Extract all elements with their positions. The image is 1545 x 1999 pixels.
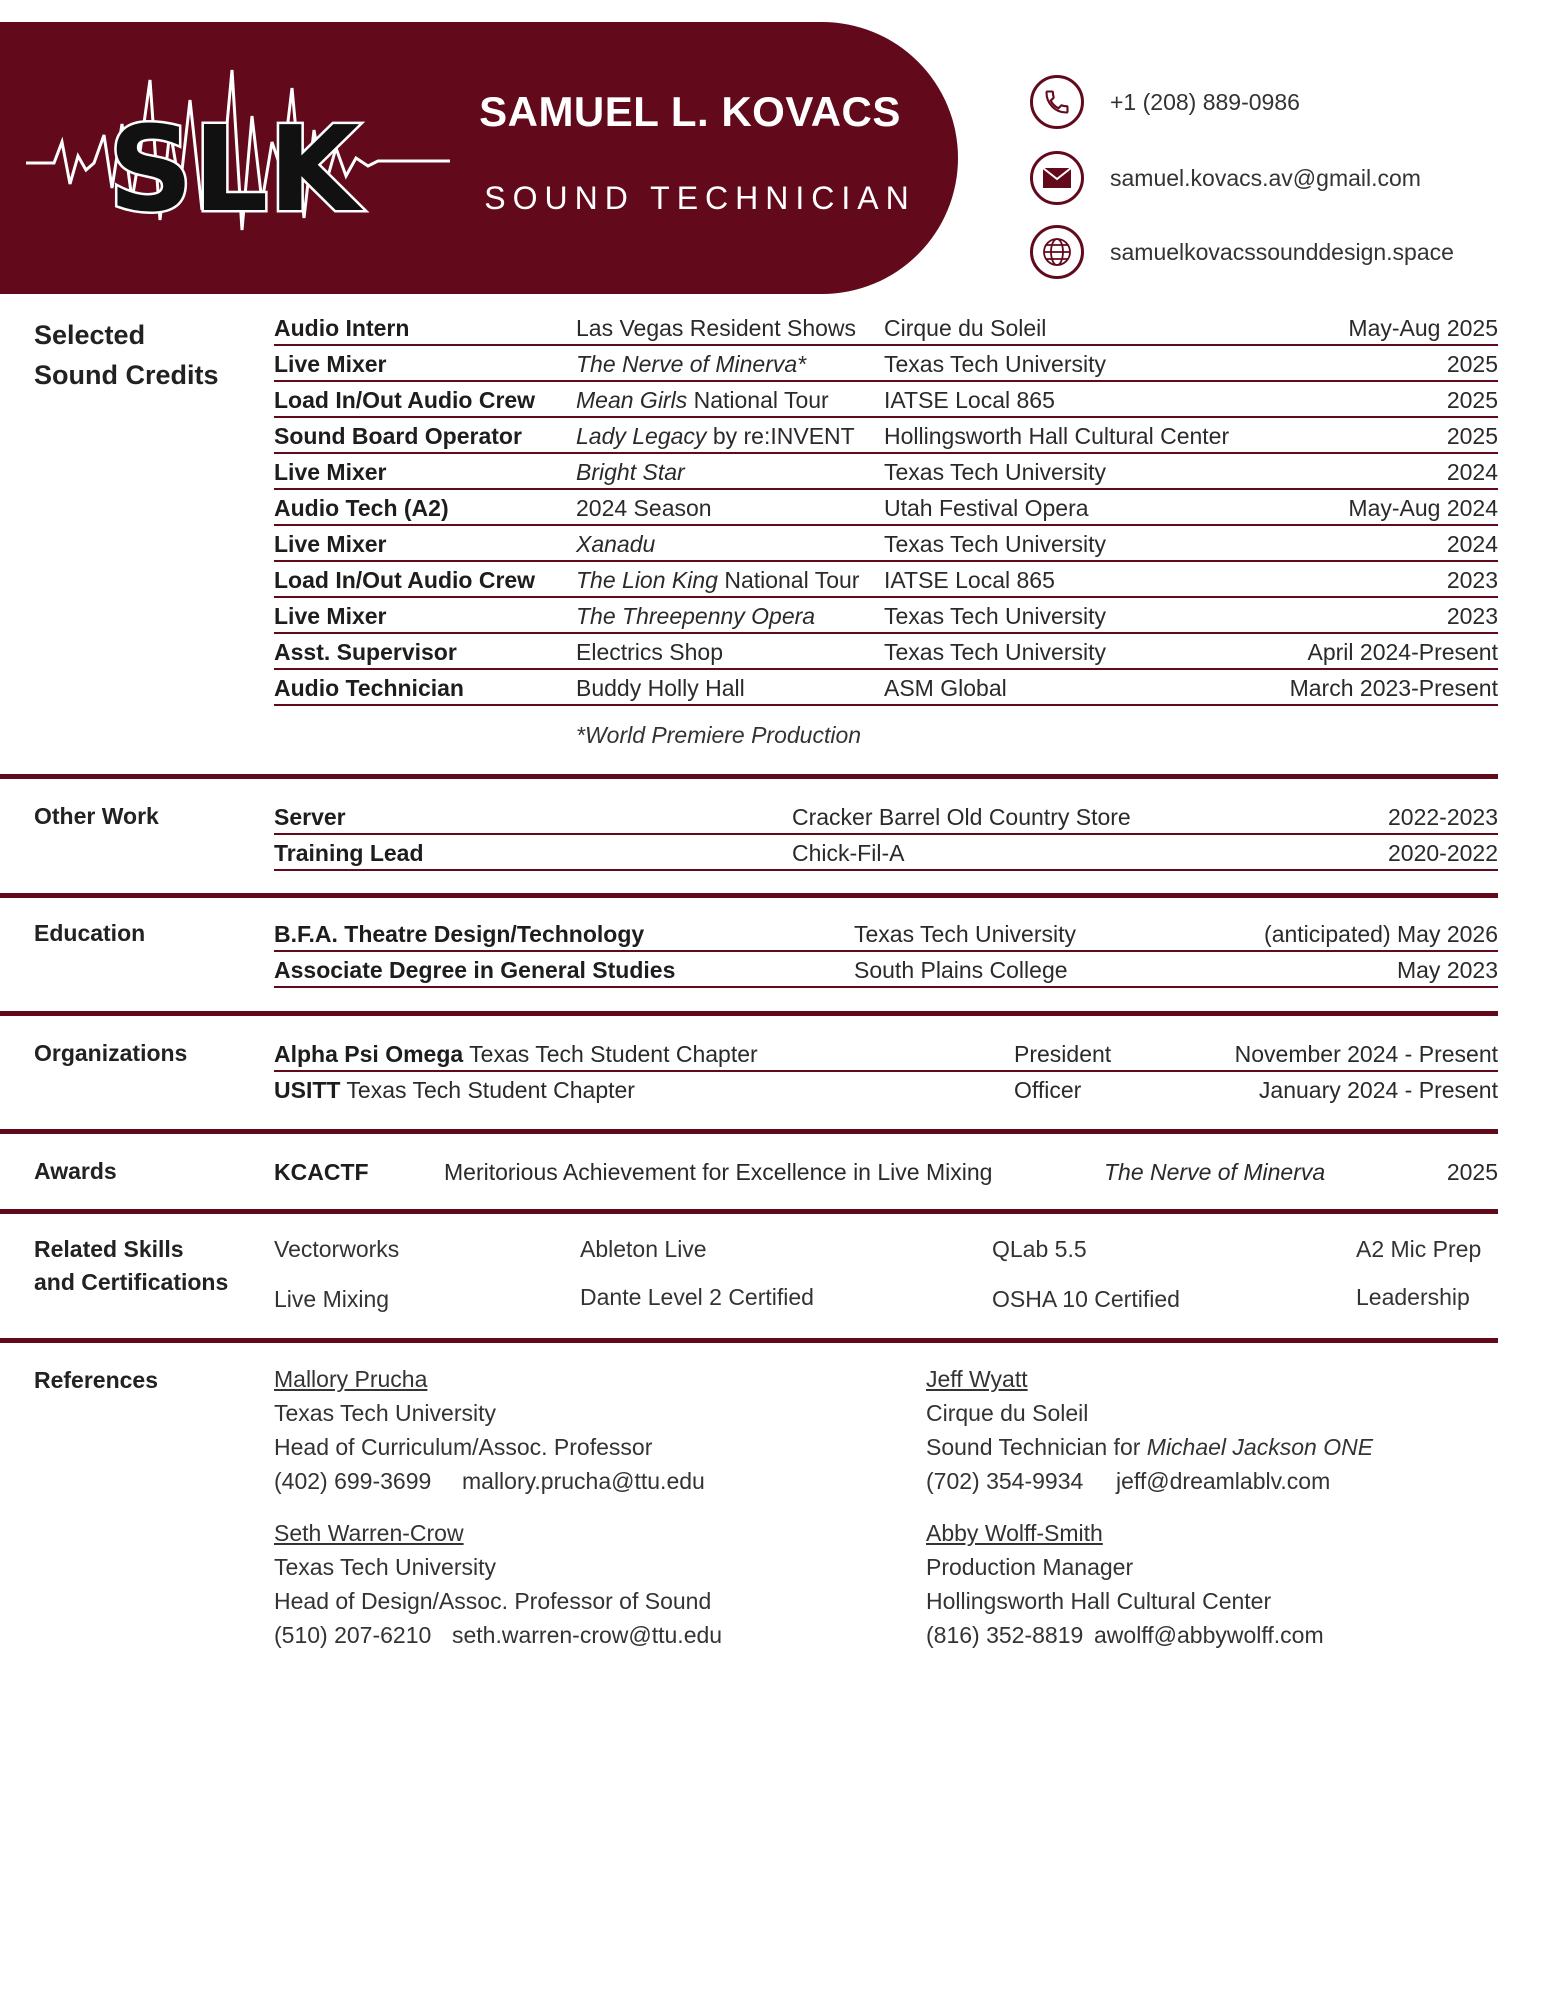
reference-title: Hollingsworth Hall Cultural Center: [926, 1588, 1272, 1614]
person-name: SAMUEL L. KOVACS: [479, 88, 901, 135]
website-url[interactable]: samuelkovacssounddesign.space: [1110, 238, 1454, 265]
reference-org: Texas Tech University: [274, 1554, 496, 1580]
section-divider: [0, 1129, 1498, 1134]
skill-item: Leadership: [1356, 1284, 1470, 1310]
reference-email[interactable]: jeff@dreamlablv.com: [1116, 1468, 1331, 1494]
phone-number[interactable]: +1 (208) 889-0986: [1110, 88, 1300, 115]
section-divider: [0, 774, 1498, 779]
email-address[interactable]: samuel.kovacs.av@gmail.com: [1110, 164, 1421, 191]
reference-email[interactable]: mallory.prucha@ttu.edu: [462, 1468, 705, 1494]
credit-row: Sound Board Operator Lady Legacy by re:INVENT Hollingsworth Hall Cultural Center 2025: [274, 420, 1498, 454]
section-title-education: Education: [34, 920, 146, 946]
skill-item: A2 Mic Prep: [1356, 1236, 1482, 1262]
premiere-footnote: *World Premiere Production: [576, 722, 862, 748]
skill-item: Dante Level 2 Certified: [580, 1284, 814, 1310]
credit-row: Live Mixer Xanadu Texas Tech University 2024: [274, 528, 1498, 562]
award-row: KCACTF Meritorious Achievement for Excellence in Live Mixing The Nerve of Minerva 2025: [274, 1159, 1498, 1185]
work-row: Server Cracker Barrel Old Country Store 2022-2023: [274, 801, 1498, 835]
section-divider: [0, 1209, 1498, 1214]
reference-email[interactable]: awolff@abbywolff.com: [1094, 1622, 1324, 1648]
credit-row: Audio Intern Las Vegas Resident Shows Cirque du Soleil May-Aug 2025: [274, 312, 1498, 346]
reference-org: Cirque du Soleil: [926, 1400, 1089, 1426]
reference-org: Texas Tech University: [274, 1400, 496, 1426]
credit-row: Asst. Supervisor Electrics Shop Texas Tech University April 2024-Present: [274, 636, 1498, 670]
skill-item: QLab 5.5: [992, 1236, 1087, 1262]
credit-row: Live Mixer The Nerve of Minerva* Texas Tech University 2025: [274, 348, 1498, 382]
reference-name: Mallory Prucha: [274, 1366, 428, 1392]
skill-item: Ableton Live: [580, 1236, 707, 1262]
reference-org: Production Manager: [926, 1554, 1134, 1580]
skill-item: OSHA 10 Certified: [992, 1286, 1180, 1312]
reference-title: Sound Technician for Michael Jackson ONE: [926, 1434, 1374, 1460]
reference-title: Head of Curriculum/Assoc. Professor: [274, 1434, 653, 1460]
organization-row: Alpha Psi Omega Texas Tech Student Chapter President November 2024 - Present: [274, 1038, 1498, 1072]
reference-phone: (402) 699-3699: [274, 1468, 432, 1494]
section-divider: [0, 1338, 1498, 1343]
logo-lettering: SLK: [108, 100, 360, 238]
reference-phone: (510) 207-6210: [274, 1622, 432, 1648]
section-divider: [0, 893, 1498, 898]
reference-name: Abby Wolff-Smith: [926, 1520, 1103, 1546]
credit-row: Load In/Out Audio Crew Mean Girls National Tour IATSE Local 865 2025: [274, 384, 1498, 418]
slk-waveform-logo: [26, 60, 450, 250]
section-title-other-work: Other Work: [34, 803, 159, 829]
skill-item: Vectorworks: [274, 1236, 400, 1262]
contact-email: [1030, 148, 1421, 208]
credit-row: Load In/Out Audio Crew The Lion King National Tour IATSE Local 865 2023: [274, 564, 1498, 598]
job-title: SOUND TECHNICIAN: [484, 180, 916, 216]
education-row: B.F.A. Theatre Design/Technology Texas Tech University (anticipated) May 2026: [274, 918, 1498, 952]
credit-row: Live Mixer Bright Star Texas Tech University 2024: [274, 456, 1498, 490]
reference-name: Seth Warren-Crow: [274, 1520, 464, 1546]
credit-row: Audio Technician Buddy Holly Hall ASM Global March 2023-Present: [274, 672, 1498, 706]
section-title-skills: Related Skills and Certifications: [34, 1236, 229, 1295]
credit-row: Audio Tech (A2) 2024 Season Utah Festival Opera May-Aug 2024: [274, 492, 1498, 526]
education-row: Associate Degree in General Studies South Plains College May 2023: [274, 954, 1498, 988]
credit-row: Live Mixer The Threepenny Opera Texas Tech University 2023: [274, 600, 1498, 634]
globe-icon: [1030, 225, 1084, 279]
phone-icon: [1030, 75, 1084, 129]
reference-email[interactable]: seth.warren-crow@ttu.edu: [452, 1622, 723, 1648]
reference-name: Jeff Wyatt: [926, 1366, 1028, 1392]
contact-website: [1030, 222, 1454, 282]
reference-phone: (702) 354-9934: [926, 1468, 1084, 1494]
section-title-organizations: Organizations: [34, 1040, 188, 1066]
skill-item: Live Mixing: [274, 1286, 390, 1312]
section-title-references: References: [34, 1367, 159, 1393]
mail-icon: [1030, 151, 1084, 205]
section-title-awards: Awards: [34, 1158, 117, 1184]
organization-row: USITT Texas Tech Student Chapter Officer January 2024 - Present: [274, 1077, 1498, 1103]
contact-phone: [1030, 72, 1300, 132]
work-row: Training Lead Chick-Fil-A 2020-2022: [274, 837, 1498, 871]
section-divider: [0, 1011, 1498, 1016]
section-title-credits: Selected Sound Credits: [34, 320, 219, 390]
reference-title: Head of Design/Assoc. Professor of Sound: [274, 1588, 712, 1614]
reference-phone: (816) 352-8819: [926, 1622, 1084, 1648]
